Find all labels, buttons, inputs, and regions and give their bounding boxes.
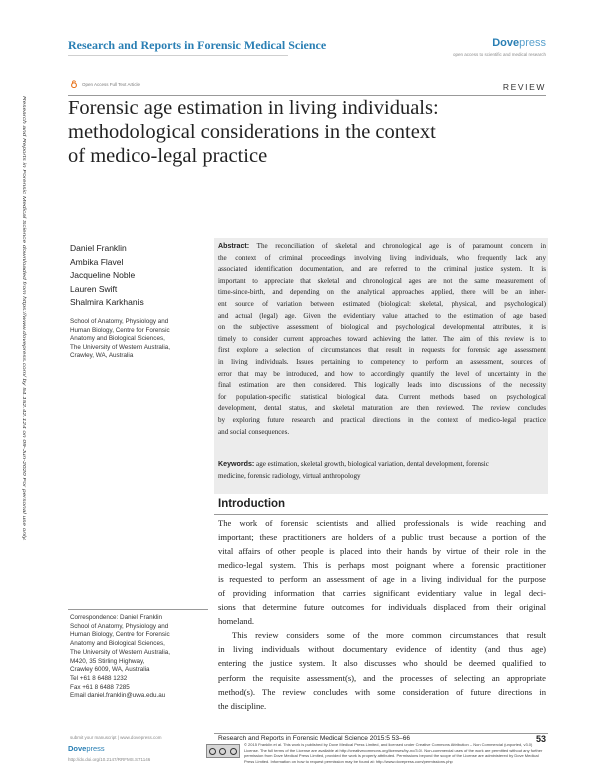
correspondence-line: Human Biology, Centre for Forensic: [70, 631, 170, 639]
keywords-label: Keywords:: [218, 460, 255, 468]
body-line: The work of forensic scientists and allied professionals is wide reaching and: [218, 518, 546, 528]
abstract-line: development, dental status, and skeletal maturation are then reviewed. The review concludes: [218, 404, 546, 413]
affiliation-line: Anatomy and Biological Sciences,: [70, 335, 165, 343]
journal-name: Research and Reports in Forensic Medical Science: [68, 38, 327, 52]
body-line: the discipline.: [218, 700, 267, 711]
title-line: Forensic age estimation in living individuals:: [68, 97, 439, 119]
abstract-line: time-since-birth, and depending on the analytical approaches applied, there will be an inher-: [218, 288, 546, 297]
keywords-line: medicine, forensic radiology, virtual anthropology: [218, 471, 361, 480]
abstract-line: and social consequences.: [218, 427, 290, 436]
body-line: important; these practitioners are holders of a public trust because a portion of the: [218, 532, 546, 543]
submit-link[interactable]: submit your manuscript | www.dovepress.com: [70, 735, 162, 740]
section-divider: [214, 514, 548, 515]
affiliation: [70, 318, 210, 361]
side-note-text: Research and Reports in Forensic Medical Science downloaded from https://www.dovepress.com/ by 54.152.42.124 on 09-Jun-2020 For personal use only.: [22, 96, 27, 413]
abstract-line: ent source of variation between estimated (biological: skeletal, physical, and psychological): [218, 299, 546, 308]
abstract-line: associated identification documentation, and are referred to the criminal justice system. It is: [218, 265, 546, 274]
affiliation-line: School of Anatomy, Physiology and: [70, 318, 169, 325]
body-line: of providing information that carries significant evidentiary value in legal deci-: [218, 588, 546, 599]
abstract-line: in living individuals. Issues pertaining to competency to perform an assessment, sources of: [218, 357, 546, 366]
correspondence-line: Anatomy and Biological Sciences,: [70, 640, 165, 648]
author-list: [70, 242, 144, 310]
abstract-line: error that may be introduced, and how to accordingly quantify the level of uncertainty in the: [218, 369, 546, 378]
open-access-badge: [70, 80, 140, 88]
author-name: Lauren Swift: [70, 283, 118, 294]
body-line: vital affairs of other people is placed into their hands by virtue of their role in the: [218, 546, 546, 557]
body-line: This review considers some of the more common circumstances that result: [232, 630, 546, 641]
abstract-line: the context of criminal proceedings involving living individuals, who frequently lack any: [218, 253, 546, 262]
doi-link[interactable]: http://dx.doi.org/10.2147/RRFMS.S71146: [68, 757, 151, 762]
body-line: is requested to perform an assessment of age in a living individual for the purpose: [218, 574, 546, 585]
correspondence-line: Crawley 6009, WA, Australia: [70, 666, 150, 674]
footer-publisher-logo: Dovepress: [68, 744, 105, 753]
author-name: Daniel Franklin: [70, 243, 127, 253]
abstract-line: timely to consider current approaches toward achieving the latter. The aim of this review is to: [218, 334, 546, 343]
abstract-line: on the subjective assessment of biological and psychological developmental attributes, it is: [218, 323, 546, 332]
keywords: [218, 459, 546, 482]
header-divider: [68, 55, 288, 56]
nc-icon: [230, 748, 237, 755]
license-text: © 2015 Franklin et al. This work is published by Dove Medical Press Limited, and licensed under Creative Commons Attribution – Non Commercial (unported, v3.0) License. The full terms of the License are available at http://creativecommons.org/licenses/by-nc/3.0/. Non-commercial uses of the work are permitted without any further permission from Dove Medical Press Limited, provided the work is properly attributed. Permissions beyond the scope of the License are administered by Dove Medical Press Limited. Information on how to request permission may be found at: http://www.dovepress.com/permissions.php: [244, 742, 543, 764]
page-number: 53: [535, 734, 546, 744]
body-line: sions that determine future outcomes for individuals displaced from their original: [218, 602, 546, 613]
abstract: [218, 241, 546, 438]
introduction-body: [218, 516, 546, 713]
body-line: perform the requisite assessment(s), and the processes of selecting an appropriate: [218, 672, 546, 683]
correspondence-line: M420, 35 Stirling Highway,: [70, 657, 145, 665]
article-title: [68, 96, 548, 168]
download-side-note: [18, 96, 28, 546]
abstract-line: final estimation are then considered. This logically leads into discussions of the necessity: [218, 381, 546, 390]
body-line: entering the justice system. It also discusses who should be deemed qualified to: [218, 658, 546, 669]
affiliation-line: Crawley, WA, Australia: [70, 352, 134, 360]
open-access-label: Open Access Full Text Article: [82, 81, 140, 87]
creative-commons-badge: [206, 744, 240, 758]
footer-divider: [214, 733, 548, 734]
correspondence: [70, 614, 210, 701]
keywords-line: Keywords: age estimation, skeletal growth, biological variation, dental development, forensic: [218, 460, 489, 468]
correspondence-email[interactable]: Email daniel.franklin@uwa.edu.au: [70, 692, 166, 700]
abstract-label: Abstract:: [218, 242, 250, 250]
affiliation-line: The University of Western Australia,: [70, 343, 170, 351]
correspondence-line: Fax +61 8 6488 7285: [70, 683, 130, 691]
publisher-tagline: open access to scientific and medical research: [452, 52, 546, 57]
correspondence-line: Tel +61 8 6488 1232: [70, 674, 128, 682]
author-name: Shalmira Karkhanis: [70, 297, 144, 307]
correspondence-line: The University of Western Australia,: [70, 648, 170, 656]
abstract-line: by exploring future research and practical directions in the context of medico-legal practice: [218, 415, 546, 424]
body-line: in living individuals without documentary evidence of identity (and thus age): [218, 644, 546, 655]
cc-icon: [209, 748, 216, 755]
publisher-logo: Dovepress: [492, 37, 546, 49]
body-line: homeland.: [218, 616, 255, 627]
abstract-line: first explore a selection of circumstances that result in requests for forensic age assessment: [218, 346, 546, 355]
correspondence-line: Correspondence: Daniel Franklin: [70, 614, 163, 621]
section-heading: Introduction: [218, 498, 286, 510]
abstract-line: for population-specific statistical biological data. Current methods based on psychological: [218, 392, 546, 401]
body-line: method(s). The review concludes with some consideration of future directions in: [218, 686, 546, 697]
by-icon: [219, 748, 226, 755]
author-name: Ambika Flavel: [70, 256, 124, 267]
abstract-line: Abstract: The reconciliation of skeletal and chronological age is of paramount concern in: [218, 242, 546, 250]
title-line: methodological considerations in the context: [68, 121, 436, 143]
open-access-icon: [70, 80, 78, 88]
correspondence-line: School of Anatomy, Physiology and: [70, 622, 169, 630]
affiliation-line: Human Biology, Centre for Forensic: [70, 326, 170, 334]
footer-citation: Research and Reports in Forensic Medical Science 2015:5 53–66: [218, 735, 411, 742]
abstract-line: and actual (legal) age. Given the evidentiary value attached to the estimation of age based: [218, 311, 546, 320]
correspondence-divider: [68, 609, 208, 610]
body-line: medico-legal system. This is perhaps most poignant where a forensic practitioner: [218, 560, 546, 571]
author-name: Jacqueline Noble: [70, 270, 136, 280]
abstract-line: important to appreciate that skeletal and chronological ages are not the same measurement of: [218, 276, 546, 285]
article-type: REVIEW: [502, 82, 546, 92]
title-line: of medico-legal practice: [68, 145, 268, 167]
